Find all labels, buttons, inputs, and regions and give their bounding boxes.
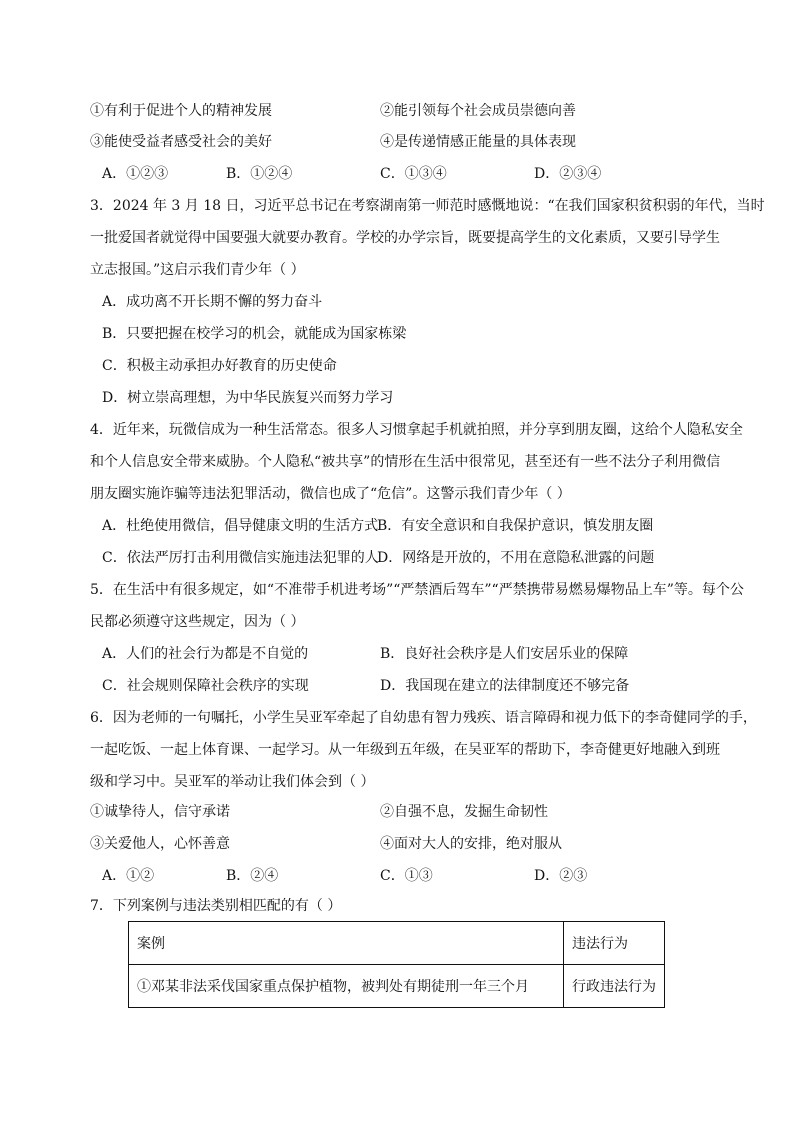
q6-item-3: ③关爱他人，心怀善意 [90, 836, 230, 852]
q2-item-3: ③能使受益者感受社会的美好 [90, 134, 272, 150]
q3-option-a: A．成功离不开长期不懈的努力奋斗 [102, 294, 323, 310]
q2-item-4: ④是传递情感正能量的具体表现 [380, 134, 576, 150]
q7-case-table [128, 921, 665, 1008]
table-header-case: 案例 [129, 922, 564, 965]
q6-option-c: C．①③ [380, 868, 433, 884]
q6-option-a: A．①② [102, 868, 155, 884]
table-cell-type: 行政违法行为 [564, 965, 665, 1008]
q6-option-d: D．②③ [534, 868, 588, 884]
q3-stem-line-1: 3．2024 年 3 月 18 日，习近平总书记在考察湖南第一师范时感慨地说：“在我们国家积贫积弱的年代，当时 [90, 198, 765, 214]
q5-option-a: A．人们的社会行为都是不自觉的 [102, 646, 309, 662]
q2-option-a: A．①②③ [102, 166, 169, 182]
table-row [129, 965, 665, 1008]
q6-item-1: ①诚挚待人，信守承诺 [90, 804, 230, 820]
q6-item-2: ②自强不息，发掘生命韧性 [380, 804, 548, 820]
q4-option-c: C．依法严厉打击利用微信实施违法犯罪的人 [102, 550, 379, 566]
q4-option-a: A．杜绝使用微信，倡导健康文明的生活方式 [102, 518, 379, 534]
q6-option-b: B．②④ [226, 868, 279, 884]
table-cell-case: ①邓某非法采伐国家重点保护植物，被判处有期徒刑一年三个月 [129, 965, 564, 1008]
q5-option-c: C．社会规则保障社会秩序的实现 [102, 678, 309, 694]
table-header-type: 违法行为 [564, 922, 665, 965]
q2-option-b: B．①②④ [226, 166, 293, 182]
q6-stem-line-2: 一起吃饭、一起上体育课、一起学习。从一年级到五年级，在吴亚军的帮助下，李奇健更好地融入到班 [90, 742, 720, 758]
q3-stem-line-3: 立志报国。”这启示我们青少年（ ） [90, 262, 305, 278]
q3-stem-line-2: 一批爱国者就觉得中国要强大就要办教育。学校的办学宗旨，既要提高学生的文化素质，又要引导学生 [90, 230, 720, 246]
q5-option-b: B．良好社会秩序是人们安居乐业的保障 [380, 646, 629, 662]
q5-stem-line-2: 民都必须遵守这些规定，因为（ ） [90, 614, 305, 630]
q6-stem-line-1: 6．因为老师的一句嘱托，小学生吴亚军牵起了自幼患有智力残疾、语言障碍和视力低下的李奇健同学的手， [90, 710, 757, 726]
q2-item-1: ①有利于促进个人的精神发展 [90, 103, 272, 119]
table-header-row [129, 922, 665, 965]
q2-option-c: C．①③④ [380, 166, 447, 182]
q4-option-d: D．网络是开放的，不用在意隐私泄露的问题 [377, 550, 655, 566]
q4-option-b: B．有安全意识和自我保护意识，慎发朋友圈 [377, 518, 654, 534]
q7-stem-line-1: 7．下列案例与违法类别相匹配的有（ ） [90, 898, 342, 914]
q5-stem-line-1: 5．在生活中有很多规定，如“不准带手机进考场”“严禁酒后驾车”“严禁携带易燃易爆物品上车”等。每个公 [90, 582, 744, 598]
q4-stem-line-2: 和个人信息安全带来威胁。个人隐私“被共享”的情形在生活中很常见，甚至还有一些不法分子利用微信 [90, 454, 721, 470]
q6-item-4: ④面对大人的安排，绝对服从 [380, 836, 562, 852]
q2-item-2: ②能引领每个社会成员崇德向善 [380, 103, 576, 119]
q5-option-d: D．我国现在建立的法律制度还不够完备 [380, 678, 630, 694]
q4-stem-line-1: 4．近年来，玩微信成为一种生活常态。很多人习惯拿起手机就拍照，并分享到朋友圈，这给个人隐私安全 [90, 422, 743, 438]
q6-stem-line-3: 级和学习中。吴亚军的举动让我们体会到（ ） [90, 774, 375, 790]
q3-option-b: B．只要把握在校学习的机会，就能成为国家栋梁 [102, 326, 407, 342]
q3-option-c: C．积极主动承担办好教育的历史使命 [102, 358, 337, 374]
q4-stem-line-3: 朋友圈实施诈骗等违法犯罪活动，微信也成了“危信”。这警示我们青少年（ ） [90, 486, 571, 502]
q3-option-d: D．树立崇高理想，为中华民族复兴而努力学习 [102, 390, 394, 406]
q2-option-d: D．②③④ [534, 166, 602, 182]
